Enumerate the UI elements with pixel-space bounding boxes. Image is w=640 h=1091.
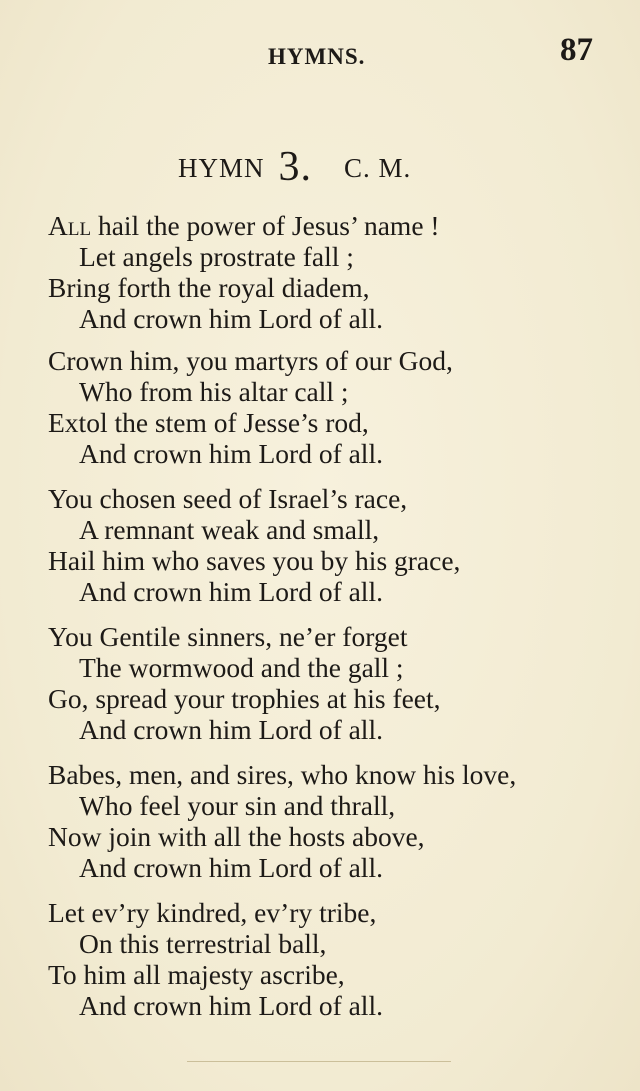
verse-line: And crown him Lord of all. [79, 576, 383, 607]
bottom-rule [187, 1061, 451, 1062]
stanza-6 [48, 897, 383, 1021]
verse-line: Let ev’ry kindred, ev’ry tribe, [48, 897, 377, 928]
verse-line: And crown him Lord of all. [79, 852, 383, 883]
verse-line: And crown him Lord of all. [79, 714, 383, 745]
page-number: 87 [560, 32, 593, 68]
verse-line: Crown him, you martyrs of our God, [48, 345, 453, 376]
verse-line: A remnant weak and small, [79, 514, 380, 545]
stanza-1 [48, 210, 440, 334]
verse-line: Hail him who saves you by his grace, [48, 545, 461, 576]
verse-line: The wormwood and the gall ; [79, 652, 404, 683]
verse-line: Extol the stem of Jesse’s rod, [48, 407, 369, 438]
verse-line: Go, spread your trophies at his feet, [48, 683, 441, 714]
verse-line: And crown him Lord of all. [79, 303, 383, 334]
stanza-2 [48, 345, 453, 469]
verse-line: To him all majesty ascribe, [48, 959, 345, 990]
stanza-3 [48, 483, 460, 607]
verse-line: And crown him Lord of all. [79, 990, 383, 1021]
verse-lead-word: All [48, 210, 92, 241]
verse-line: You chosen seed of Israel’s race, [48, 483, 408, 514]
verse-line: Now join with all the hosts above, [48, 821, 425, 852]
verse-line: Bring forth the royal diadem, [48, 272, 370, 303]
running-head: HYMNS. [268, 44, 366, 69]
verse-line: Who from his altar call ; [79, 376, 349, 407]
verse-line: On this terrestrial ball, [79, 928, 327, 959]
hymn-title-prefix: HYMN [178, 153, 265, 183]
verse-line: Who feel your sin and thrall, [79, 790, 396, 821]
stanza-5 [48, 759, 516, 883]
verse-line: Babes, men, and sires, who know his love, [48, 759, 517, 790]
verse-line: And crown him Lord of all. [79, 438, 383, 469]
verse-line: Let angels prostrate fall ; [79, 241, 354, 272]
hymn-title [178, 143, 411, 191]
verse-line [48, 210, 440, 241]
verse-line: You Gentile sinners, ne’er forget [48, 621, 408, 652]
hymn-meter: C. M. [344, 153, 412, 183]
stanza-4 [48, 621, 441, 745]
verse-line-rest: hail the power of Jesus’ name ! [91, 210, 440, 241]
hymn-number: 3. [278, 144, 313, 190]
